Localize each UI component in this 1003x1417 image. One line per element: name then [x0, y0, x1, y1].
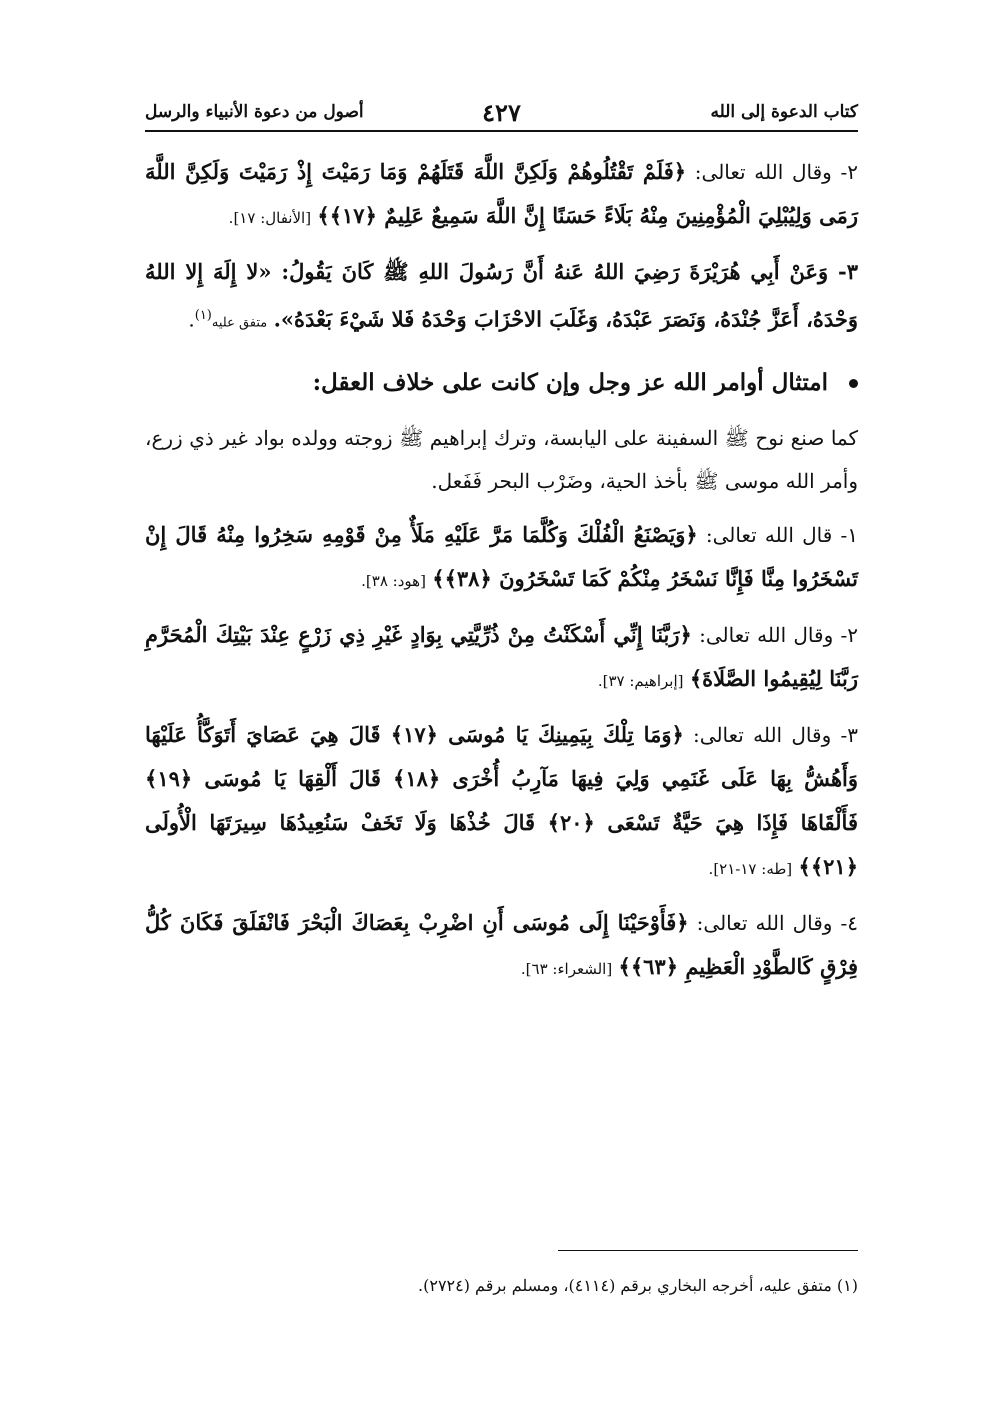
hadith-reference: متفق عليه	[211, 315, 268, 331]
paragraph-hadith	[145, 250, 858, 345]
section-heading-text: امتثال أوامر الله عز وجل وإن كانت على خلاف العقل:	[312, 368, 828, 396]
verse-intro: ٢- وقال الله تعالى:	[694, 160, 858, 184]
quran-verse: ﴿وَيَصْنَعُ الْفُلْكَ وَكُلَّمَا مَرَّ عَلَيْهِ مَلَأٌ مِنْ قَوْمِهِ سَخِرُوا مِنْهُ قَالَ إِنْ تَسْخَرُوا مِنَّا فَإِنَّا نَسْخَرُ مِنْكُمْ كَمَا تَسْخَرُونَ ﴿٣٨﴾﴾	[145, 521, 858, 591]
footnote-marker: (١)	[194, 308, 212, 323]
page-body	[145, 150, 858, 1001]
verse-reference: [طه: ١٧-٢١].	[708, 859, 793, 878]
quran-verse: ﴿فَأَوْحَيْنَا إِلَى مُوسَى أَنِ اضْرِبْ بِعَصَاكَ الْبَحْرَ فَانْفَلَقَ فَكَانَ كُلُّ فِرْقٍ كَالطَّوْدِ الْعَظِيمِ ﴿٦٣﴾﴾	[145, 909, 858, 979]
verse-reference: [الشعراء: ٦٣].	[520, 959, 613, 978]
verse-intro: ٤- وقال الله تعالى:	[696, 910, 859, 935]
footnote-divider	[558, 1250, 858, 1251]
verse-intro: ١- قال الله تعالى:	[705, 522, 858, 547]
quran-verse: ﴿رَبَّنَا إِنِّي أَسْكَنْتُ مِنْ ذُرِّيَّتِي بِوَادٍ غَيْرِ ذِي زَرْعٍ عِنْدَ بَيْتِكَ الْمُحَرَّمِ رَبَّنَا لِيُقِيمُوا الصَّلَاةَ﴾	[145, 621, 858, 691]
paragraph-taha	[145, 713, 858, 891]
header-divider	[145, 130, 858, 132]
verse-intro: ٣- وقال الله تعالى:	[693, 722, 859, 747]
hadith-end: .	[188, 307, 195, 332]
book-title: كتاب الدعوة إلى الله	[710, 102, 858, 122]
page-number: ٤٢٧	[482, 98, 521, 127]
section-title: أصول من دعوة الأنبياء والرسل	[145, 102, 364, 122]
quran-verse: ﴿فَلَمْ تَقْتُلُوهُمْ وَلَكِنَّ اللَّهَ قَتَلَهُمْ وَمَا رَمَيْتَ إِذْ رَمَيْتَ وَلَكِنَّ اللَّهَ رَمَى وَلِيُبْلِيَ الْمُؤْمِنِينَ مِنْهُ بَلَاءً حَسَنًا إِنَّ اللَّهَ سَمِيعٌ عَلِيمٌ ﴿١٧﴾﴾	[145, 159, 858, 228]
paragraph-ibrahim	[145, 613, 858, 703]
bullet-icon	[849, 379, 858, 388]
verse-reference: [هود: ٣٨].	[361, 571, 426, 590]
hadith-text: ٣- وَعَنْ أَبِي هُرَيْرَةَ رَضِيَ اللهُ عَنهُ أَنَّ رَسُولَ اللهِ ﷺ كَانَ يَقُولُ: «لا إِلَهَ إِلا اللهُ وَحْدَهُ، أَعَزَّ جُنْدَهُ، وَنَصَرَ عَبْدَهُ، وَغَلَبَ الاحْزَابَ وَحْدَهُ فَلا شَيْءَ بَعْدَهُ».	[145, 259, 858, 332]
paragraph-anfal	[145, 150, 858, 240]
verse-reference: [إبراهيم: ٣٧].	[597, 671, 684, 690]
paragraph-intro: كما صنع نوح ﷺ السفينة على اليابسة، وترك إبراهيم ﷺ زوجته وولده بواد غير ذي زرع، وأمر الله موسى ﷺ بأخذ الحية، وضَرْب البحر فَفَعل.	[145, 425, 858, 493]
page-header	[145, 98, 858, 128]
section-heading	[145, 357, 858, 409]
verse-reference: [الأنفال: ١٧].	[228, 209, 312, 227]
verse-intro: ٢- وقال الله تعالى:	[699, 622, 858, 647]
paragraph-hud	[145, 513, 858, 603]
quran-verse: ﴿وَمَا تِلْكَ بِيَمِينِكَ يَا مُوسَى ﴿١٧﴾ قَالَ هِيَ عَصَايَ أَتَوَكَّأُ عَلَيْهَا وَأَهُشُّ بِهَا عَلَى غَنَمِي وَلِيَ فِيهَا مَآرِبُ أُخْرَى ﴿١٨﴾ قَالَ أَلْقِهَا يَا مُوسَى ﴿١٩﴾ فَأَلْقَاهَا فَإِذَا هِيَ حَيَّةٌ تَسْعَى ﴿٢٠﴾ قَالَ خُذْهَا وَلَا تَخَفْ سَنُعِيدُهَا سِيرَتَهَا الْأُولَى ﴿٢١﴾﴾	[145, 721, 859, 879]
footnote: (١) متفق عليه، أخرجه البخاري برقم (٤١١٤)، ومسلم برقم (٢٧٢٤).	[418, 1276, 858, 1295]
paragraph-shuara	[145, 901, 858, 991]
